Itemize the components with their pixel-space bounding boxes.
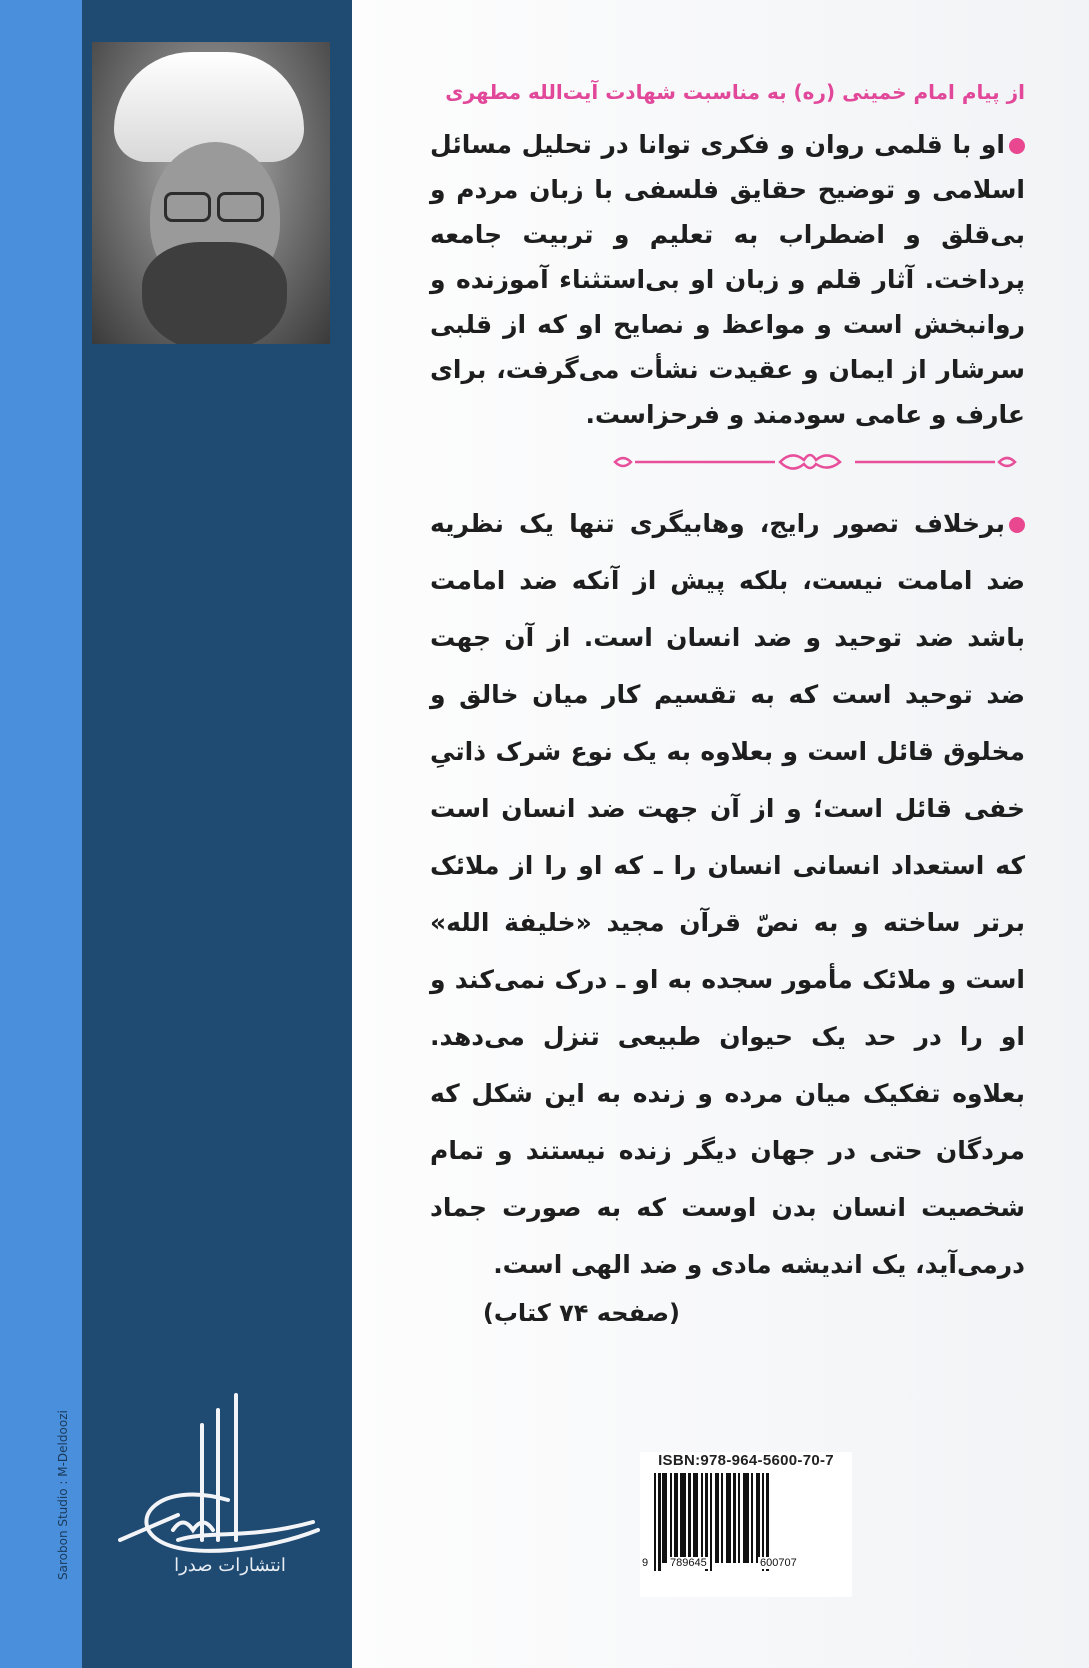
photo-glasses [164,192,264,222]
publisher-name: انتشارات صدرا [174,1555,286,1576]
bullet-icon [1009,138,1025,154]
designer-credit: Sarobon Studio : M-Deldoozi [56,1410,70,1580]
isbn-label: ISBN:978-964-5600-70-7 [658,1452,834,1469]
photo-beard [142,242,287,344]
quote-paragraph-2-text: برخلاف تصور رایج، وهابیگری تنها یک نظریه ضد امامت نیست، بلکه پیش از آنکه ضد امامت باشد ضد توحید و ضد انسان است. از آن جهت ضد توحید است که به تقسیم کار میان خالق و مخلوق قائل است و بعلاوه به یک نوع شرک ذاتیِ خفی قائل است؛ و از آن جهت ضد انسان است که استعداد انسانی انسان را ـ که او را از ملائک برتر ساخته و به نصّ قرآن مجید «خلیفة الله» است و ملائک مأمور سجده به او ـ درک نمی‌کند و او را در حد یک حیوان طبیعی تنزل می‌دهد. بعلاوه تفکیک میان مرده و زنده به این شکل که مردگان حتی در جهان دیگر زنده نیستند و تمام شخصیت انسان بدن اوست که به صورت جماد درمی‌آید، یک اندیشه مادی و ضد الهی است. [430,509,1025,1279]
quote-paragraph-1 [430,122,1025,437]
source-reference: (صفحه ۷۴ کتاب) [482,1299,680,1327]
author-photo [92,42,330,344]
quote-heading: از پیام امام خمینی (ره) به مناسبت شهادت آیت‌الله مطهری [445,80,1025,104]
quote-paragraph-2 [430,495,1025,1293]
ornament-divider-icon [605,451,1025,473]
isbn-barcode [640,1452,852,1597]
back-cover-text [430,80,1025,1327]
publisher-logo-icon [118,1390,328,1580]
quote-paragraph-1-text: او با قلمی روان و فکری توانا در تحلیل مسائل اسلامی و توضیح حقایق فلسفی با زبان مردم و بی‌قلق و اضطراب به تعلیم و تربیت جامعه پرداخت. آثار قلم و زبان او بی‌استثناء آموزنده و روانبخش است و مواعظ و نصایح او که از قلبی سرشار از ایمان و عقیدت نشأت می‌گرفت، برای عارف و عامی سودمند و فرحزاست. [430,130,1025,429]
barcode-icon: 9 789645 600707 [654,1473,840,1571]
bullet-icon [1009,517,1025,533]
